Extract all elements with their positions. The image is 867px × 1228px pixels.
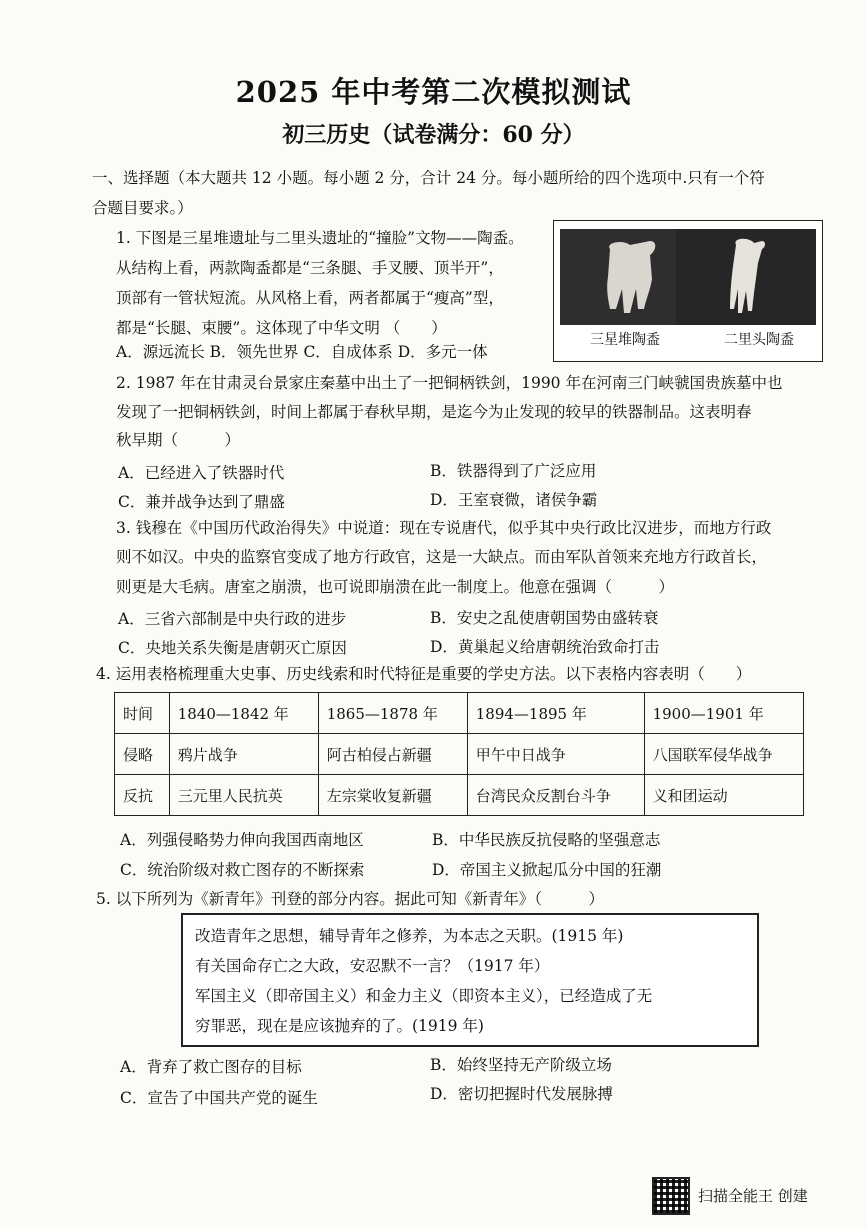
section-instructions-cont: 合题目要求。） bbox=[92, 199, 193, 217]
table-row bbox=[115, 693, 804, 734]
table-cell: 左宗棠收复新疆 bbox=[318, 775, 467, 816]
table-cell: 阿古柏侵占新疆 bbox=[318, 734, 467, 775]
question-5-option-c: C．宣告了中国共产党的诞生 bbox=[120, 1089, 318, 1107]
question-2-line: 发现了一把铜柄铁剑，时间上都属于春秋早期，是迄今为止发现的较早的铁器制品。这表明春 bbox=[116, 403, 752, 421]
table-cell: 1894—1895 年 bbox=[467, 693, 644, 734]
question-3-line: 则更是大毛病。唐室之崩溃，也可说即崩溃在此一制度上。他意在强调（ ） bbox=[116, 578, 675, 596]
caption-erlitou: 二里头陶盉 bbox=[724, 332, 794, 348]
question-5-stem: 5. 以下所列为《新青年》刊登的部分内容。据此可知《新青年》（ ） bbox=[96, 890, 604, 908]
question-2-line: 2. 1987 年在甘肃灵台景家庄秦墓中出土了一把铜柄铁剑，1990 年在河南三门峡虢国贵族墓中也 bbox=[116, 374, 783, 392]
quote-box bbox=[181, 913, 759, 1047]
question-4-option-d: D．帝国主义掀起瓜分中国的狂潮 bbox=[432, 861, 662, 879]
question-5-option-d: D．密切把握时代发展脉搏 bbox=[430, 1085, 613, 1103]
question-3-line: 3. 钱穆在《中国历代政治得失》中说道：现在专说唐代，似乎其中央行政比汉进步，而地方行政 bbox=[116, 519, 772, 537]
quote-line: 穷罪恶，现在是应该抛弃的了。(1919 年) bbox=[195, 1017, 484, 1035]
table-cell: 三元里人民抗英 bbox=[169, 775, 318, 816]
page-title: 2025 年中考第二次模拟测试 bbox=[235, 75, 632, 109]
question-2-option-b: B．铁器得到了广泛应用 bbox=[430, 462, 597, 480]
question-3-option-d: D．黄巢起义给唐朝统治致命打击 bbox=[430, 638, 660, 656]
question-3-option-a: A．三省六部制是中央行政的进步 bbox=[118, 610, 347, 628]
question-4-option-c: C．统治阶级对救亡图存的不断探索 bbox=[120, 861, 365, 879]
table-cell: 1840—1842 年 bbox=[169, 693, 318, 734]
question-2-option-d: D．王室衰微，诸侯争霸 bbox=[430, 491, 598, 509]
question-2-line: 秋早期（ ） bbox=[116, 431, 241, 449]
question-1-options: A．源远流长 B．领先世界 C．自成体系 D．多元一体 bbox=[116, 343, 488, 361]
page-subtitle: 初三历史（试卷满分：60 分） bbox=[282, 122, 585, 148]
question-1-line: 顶部有一管状短流。从风格上看，两者都属于“瘦高”型， bbox=[116, 289, 504, 307]
qr-code-icon bbox=[652, 1177, 690, 1215]
erlitou-pottery-image bbox=[676, 229, 816, 325]
question-2-option-a: A．已经进入了铁器时代 bbox=[118, 464, 285, 482]
quote-line: 军国主义（即帝国主义）和金力主义（即资本主义），已经造成了无 bbox=[195, 987, 653, 1005]
pottery-photo-panel bbox=[553, 220, 823, 362]
question-1-line: 1. 下图是三星堆遗址与二里头遗址的“撞脸”文物——陶盉。 bbox=[116, 229, 524, 247]
table-cell: 反抗 bbox=[115, 775, 170, 816]
table-cell: 台湾民众反割台斗争 bbox=[467, 775, 644, 816]
question-3-line: 则不如汉。中央的监察官变成了地方行政官，这是一大缺点。而由军队首领来充地方行政首长， bbox=[116, 548, 768, 566]
question-1-line: 从结构上看，两款陶盉都是“三条腿、手叉腰、顶半开”， bbox=[116, 259, 504, 277]
question-5-option-a: A．背弃了救亡图存的目标 bbox=[120, 1058, 302, 1076]
table-cell: 义和团运动 bbox=[644, 775, 803, 816]
table-cell: 1900—1901 年 bbox=[644, 693, 803, 734]
table-row bbox=[115, 734, 804, 775]
table-cell: 鸦片战争 bbox=[169, 734, 318, 775]
question-4-stem: 4. 运用表格梳理重大史事、历史线索和时代特征是重要的学史方法。以下表格内容表明（ ） bbox=[96, 665, 752, 683]
table-cell: 1865—1878 年 bbox=[318, 693, 467, 734]
question-3-option-c: C．央地关系失衡是唐朝灭亡原因 bbox=[118, 639, 347, 657]
section-instructions: 一、选择题（本大题共 12 小题。每小题 2 分，合计 24 分。每小题所给的四个选项中.只有一个符 bbox=[92, 169, 765, 187]
table-row bbox=[115, 775, 804, 816]
table-cell: 甲午中日战争 bbox=[467, 734, 644, 775]
question-2-option-c: C．兼并战争达到了鼎盛 bbox=[118, 493, 285, 511]
question-4-option-b: B．中华民族反抗侵略的坚强意志 bbox=[432, 831, 661, 849]
quote-line: 有关国命存亡之大政，安忍默不一言？（1917 年） bbox=[195, 957, 550, 975]
table-cell: 八国联军侵华战争 bbox=[644, 734, 803, 775]
scanner-watermark: 扫描全能王 创建 bbox=[698, 1187, 808, 1205]
question-4-option-a: A．列强侵略势力伸向我国西南地区 bbox=[120, 831, 364, 849]
caption-sanxingdui: 三星堆陶盉 bbox=[590, 332, 660, 348]
table-cell: 时间 bbox=[115, 693, 170, 734]
question-5-option-b: B．始终坚持无产阶级立场 bbox=[430, 1056, 612, 1074]
history-table bbox=[114, 692, 804, 816]
question-1-line: 都是“长腿、束腰”。这体现了中华文明 （ ） bbox=[116, 319, 447, 337]
question-3-option-b: B．安史之乱使唐朝国势由盛转衰 bbox=[430, 609, 659, 627]
quote-line: 改造青年之思想，辅导青年之修养，为本志之天职。(1915 年) bbox=[195, 927, 624, 945]
table-cell: 侵略 bbox=[115, 734, 170, 775]
